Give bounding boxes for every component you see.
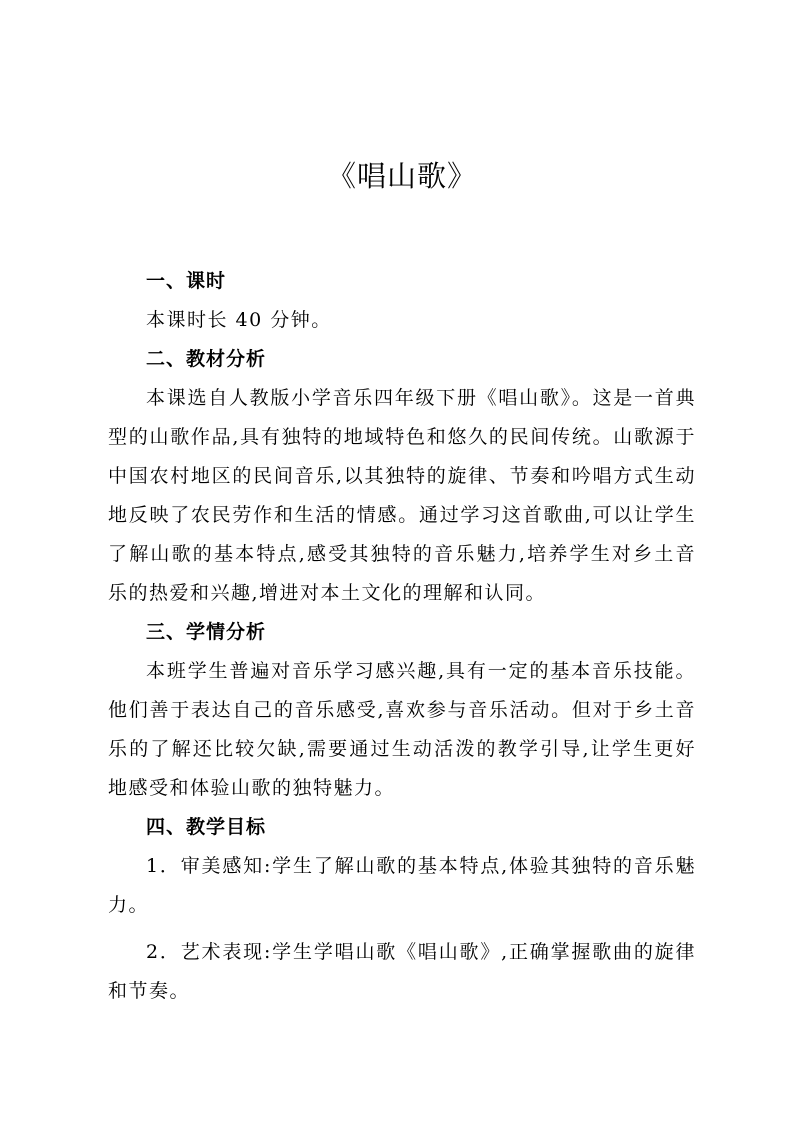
document-title: 《唱山歌》 bbox=[326, 159, 477, 193]
section-heading-student-analysis: 三、学情分析 bbox=[146, 621, 267, 643]
goal-item-artistic: 2．艺术表现:学生学唱山歌《唱山歌》,正确掌握歌曲的旋律和节奏。 bbox=[108, 941, 696, 1002]
document-page bbox=[108, 150, 696, 1019]
section-heading-class-hours: 一、课时 bbox=[146, 270, 227, 292]
goal-item-aesthetic: 1．审美感知:学生了解山歌的基本特点,体验其独特的音乐魅力。 bbox=[108, 855, 696, 916]
section-body-student-analysis: 本班学生普遍对音乐学习感兴趣,具有一定的基本音乐技能。他们善于表达自己的音乐感受,喜欢参与音乐活动。但对于乡土音乐的了解还比较欠缺,需要通过生动活泼的教学引导,让学生更好地感受和体验山歌的独特魅力。 bbox=[108, 660, 696, 799]
section-heading-material-analysis: 二、教材分析 bbox=[146, 348, 267, 370]
section-heading-teaching-goals: 四、教学目标 bbox=[146, 816, 267, 838]
section-body-class-hours: 本课时长 40 分钟。 bbox=[146, 309, 332, 331]
section-body-material-analysis: 本课选自人教版小学音乐四年级下册《唱山歌》。这是一首典型的山歌作品,具有独特的地域特色和悠久的民间传统。山歌源于中国农村地区的民间音乐,以其独特的旋律、节奏和吟唱方式生动地反映了农民劳作和生活的情感。通过学习这首歌曲,可以让学生了解山歌的基本特点,感受其独特的音乐魅力,培养学生对乡土音乐的热爱和兴趣,增进对本土文化的理解和认同。 bbox=[108, 387, 696, 604]
